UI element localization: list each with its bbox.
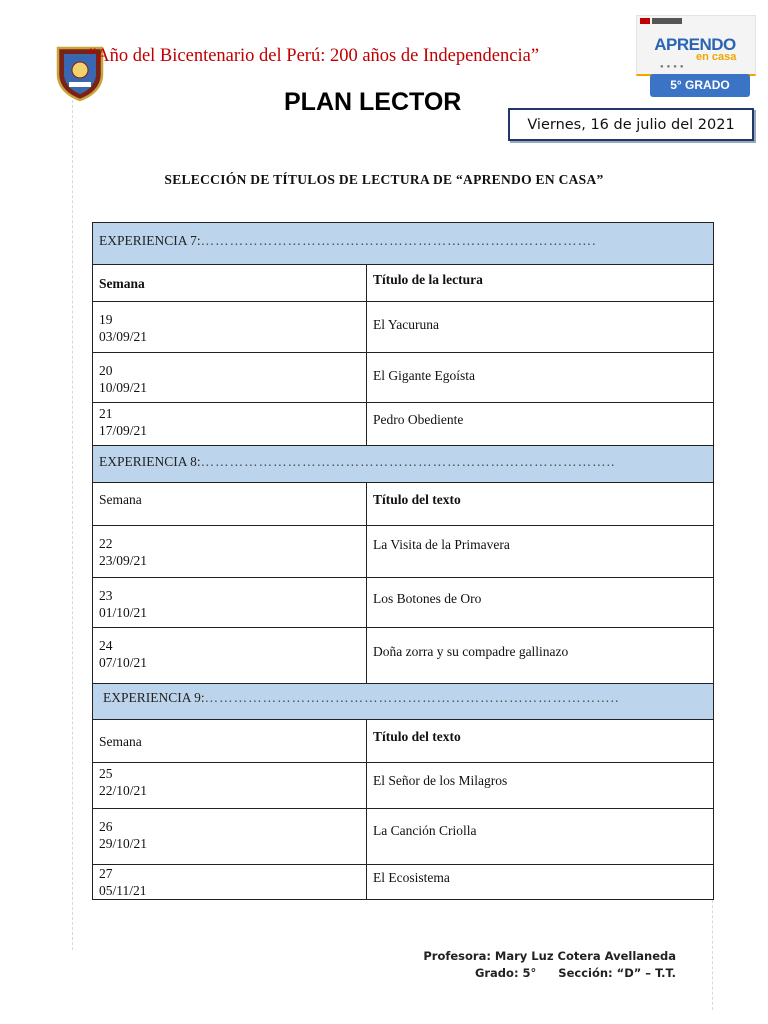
week-number: 25 [99, 766, 113, 781]
logo-dots: ●●●● [660, 64, 687, 70]
page-title: PLAN LECTOR [284, 88, 462, 116]
week-date: 23/09/21 [99, 553, 148, 568]
reading-title: La Canción Criolla [367, 809, 714, 865]
week-date: 03/09/21 [99, 329, 148, 344]
week-number: 24 [99, 638, 113, 653]
experience-label: EXPERIENCIA 8: [99, 454, 201, 469]
week-date: 29/10/21 [99, 836, 148, 851]
reading-title: Doña zorra y su compadre gallinazo [367, 628, 714, 684]
experience-label: EXPERIENCIA 7: [99, 233, 201, 248]
section-label: Sección: “D” – T.T. [558, 966, 676, 980]
reading-title: Los Botones de Oro [367, 578, 714, 628]
experience-row [93, 446, 714, 483]
reading-title: El Ecosistema [367, 865, 714, 900]
reading-title: El Señor de los Milagros [367, 763, 714, 809]
logo-wordmark: APRENDO [654, 35, 736, 54]
week-date: 10/09/21 [99, 380, 148, 395]
week-number: 19 [99, 312, 113, 327]
table-header-row [93, 720, 714, 763]
table-row [93, 809, 714, 865]
table-row [93, 526, 714, 578]
ministry-mark [652, 18, 682, 24]
week-date: 05/11/21 [99, 883, 147, 898]
week-date: 01/10/21 [99, 605, 148, 620]
experience-row [93, 223, 714, 265]
week-number: 22 [99, 536, 113, 551]
date-box: Viernes, 16 de julio del 2021 [508, 108, 754, 141]
week-number: 20 [99, 363, 113, 378]
reading-title: El Yacuruna [367, 302, 714, 353]
grade-label: Grado: 5° [474, 966, 537, 980]
grade-section-line [380, 965, 676, 982]
week-number: 21 [99, 406, 113, 421]
week-column-header: Semana [93, 720, 367, 763]
table-row [93, 763, 714, 809]
table-row [93, 353, 714, 403]
week-number: 27 [99, 866, 113, 881]
experience-row [93, 684, 714, 720]
logo-subword: en casa [696, 51, 737, 63]
title-column-header: Título del texto [367, 720, 714, 763]
table-row [93, 302, 714, 353]
week-column-header: Semana [93, 483, 367, 526]
experience-dots: ………………………………………………………………………. [200, 233, 597, 248]
signature-block [380, 948, 676, 982]
table-row [93, 628, 714, 684]
table-row [93, 578, 714, 628]
margin-guide-left [72, 95, 73, 950]
week-date: 22/10/21 [99, 783, 148, 798]
year-slogan: “Año del Bicentenario del Perú: 200 años de Independencia” [88, 46, 540, 66]
reading-title: El Gigante Egoísta [367, 353, 714, 403]
title-column-header: Título del texto [367, 483, 714, 526]
title-column-header: Título de la lectura [367, 265, 714, 302]
margin-guide-right [712, 900, 713, 1010]
reading-plan-table [92, 222, 714, 900]
week-number: 23 [99, 588, 113, 603]
table-row [93, 403, 714, 446]
table-header-row [93, 483, 714, 526]
table-row [93, 865, 714, 900]
aprendo-en-casa-logo [636, 15, 754, 101]
flag-icon [640, 18, 650, 24]
experience-label: EXPERIENCIA 9: [103, 690, 205, 705]
week-number: 26 [99, 819, 113, 834]
grade-badge: 5° GRADO [650, 74, 750, 97]
reading-title: La Visita de la Primavera [367, 526, 714, 578]
experience-dots: ………………………………………………………………………….. [204, 690, 620, 705]
teacher-name: Profesora: Mary Luz Cotera Avellaneda [423, 949, 676, 963]
week-date: 07/10/21 [99, 655, 148, 670]
week-date: 17/09/21 [99, 423, 148, 438]
document-subtitle: SELECCIÓN DE TÍTULOS DE LECTURA DE “APRENDO EN CASA” [164, 172, 604, 187]
table-header-row [93, 265, 714, 302]
experience-dots: ………………………………………………………………………….. [200, 454, 616, 469]
reading-title: Pedro Obediente [367, 403, 714, 446]
week-column-header: Semana [93, 265, 367, 302]
